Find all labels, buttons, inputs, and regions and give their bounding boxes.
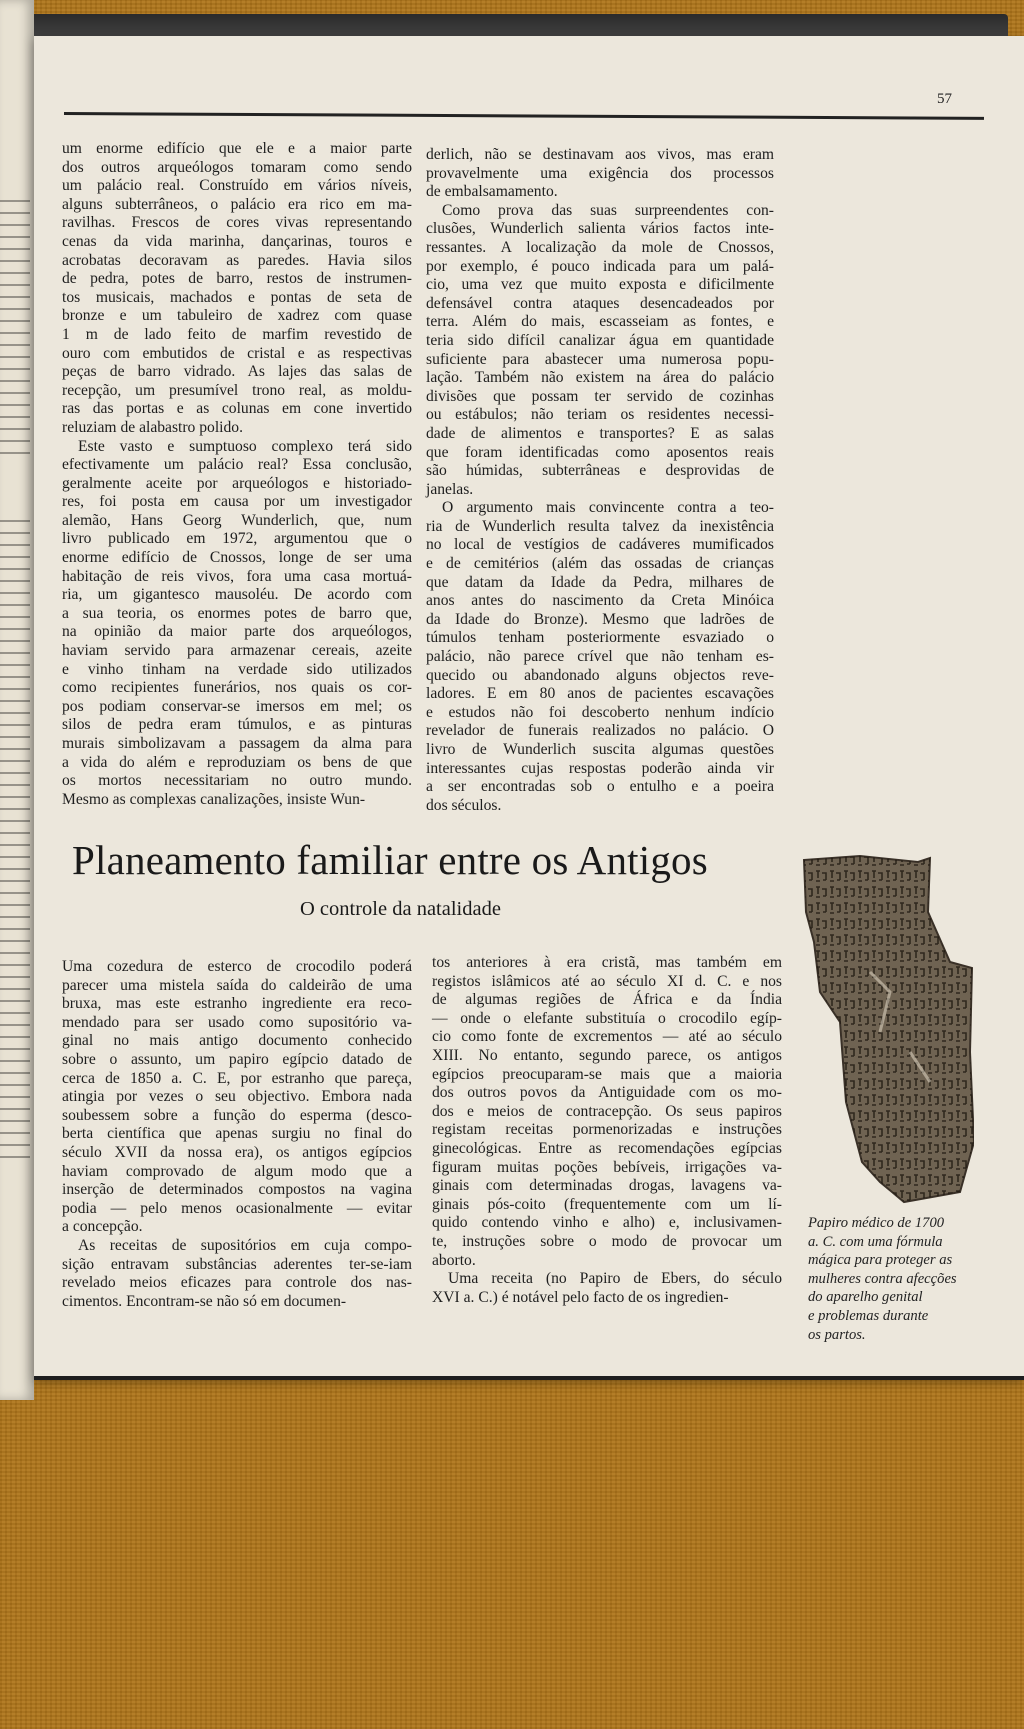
text-line: cimentos. Encontram-se não só em documen- (62, 1292, 347, 1310)
page-number: 57 (937, 91, 952, 107)
column-4 (432, 954, 782, 1307)
text-line: cerca de 1850 a. C. E, por estranho que pareça, (62, 1069, 412, 1087)
text-line: a concepção. (62, 1218, 143, 1236)
text-line: anos antes do nascimento da Creta Minóica (426, 592, 774, 610)
text-line: clusões, Wunderlich salienta vários factos inte- (426, 220, 774, 238)
column-3 (62, 958, 412, 1311)
text-line: peças de barro vidrado. As lajes das salas de (62, 363, 412, 381)
text-line: figuram muitas poções bebíveis, irrigações va- (432, 1158, 782, 1176)
text-line: aborto. (432, 1251, 476, 1269)
text-line: ria de Wunderlich resulta talvez da inexistência (426, 517, 774, 535)
text-line: cio, uma vez que muito exposta e dificilmente (426, 276, 774, 294)
caption-line: os partos. (808, 1326, 866, 1343)
text-line: Como prova das suas surpreendentes con- (442, 201, 774, 219)
text-line: haviam comprovado de algum modo que a (62, 1162, 412, 1180)
text-line: ravilhas. Frescos de cores vivas representando (62, 214, 412, 232)
text-line: a sua teoria, os enormes potes de barro que, (62, 604, 412, 622)
header-rule (64, 112, 984, 120)
text-line: enorme edifício de Cnossos, longe de ser uma (62, 549, 412, 567)
book-page (34, 36, 1024, 1378)
text-line: livro de Wunderlich suscita algumas questões (426, 741, 774, 758)
text-line: ressantes. A localização da mole de Cnossos, (426, 238, 774, 256)
text-line: ou estábulos; não teriam os residentes necessi- (426, 406, 774, 424)
caption-line: do aparelho genital (808, 1289, 923, 1306)
text-line: divisões que possam ter servido de cozinhas (426, 387, 774, 405)
text-line: silos de pedra eram túmulos, e as pinturas (62, 716, 412, 734)
text-line: XIII. No entanto, segundo parece, os antigos (432, 1046, 782, 1064)
text-line: palácio, não parece crível que não tenham es- (426, 648, 774, 666)
text-line: O argumento mais convincente contra a teo- (442, 499, 774, 517)
text-line: dos outros povos da Antiguidade com os mo- (432, 1084, 782, 1102)
text-line: ria, um gigantesco mausoléu. De acordo com (62, 586, 412, 604)
text-line: cio como fonte de excrementos — até ao século (432, 1028, 782, 1046)
text-line: suficiente para abastecer uma numerosa popu- (426, 350, 774, 368)
text-line: bronze e um tabuleiro de xadrez com quase (62, 307, 412, 325)
papyrus-photo (800, 852, 974, 1206)
text-line: um palácio real. Construído em vários níveis, (62, 177, 412, 195)
text-line: alemão, Hans Georg Wunderlich, que, num (62, 511, 412, 529)
text-line: que datam da Idade da Pedra, milhares de (426, 573, 774, 591)
text-line: ras das portas e as colunas em cone invertido (62, 400, 412, 418)
column-2 (426, 146, 774, 815)
column-1 (62, 140, 412, 809)
text-line: sobre o assunto, um papiro egípcio datado de (62, 1050, 412, 1068)
text-line: XVI a. C.) é notável pelo facto de os ingredien- (432, 1288, 729, 1306)
text-line: tos anteriores à era cristã, mas também em (432, 954, 782, 971)
caption-line: e problemas durante (808, 1307, 929, 1324)
caption-line: Papiro médico de 1700 (808, 1215, 945, 1231)
text-line: res, foi posta em causa por um investigador (62, 493, 412, 511)
text-line: acrobatas decoravam as paredes. Havia silos (62, 251, 412, 269)
text-line: quido contendo vinho e alho) e, inclusivamen- (432, 1214, 782, 1232)
text-line: atingia por vezes o seu objectivo. Embora nada (62, 1088, 412, 1106)
article-subtitle: O controle da natalidade (300, 898, 501, 920)
text-line: ginais pós-coito (frequentemente com um lí- (432, 1195, 782, 1213)
caption-line: mágica para proteger as (808, 1252, 953, 1269)
text-line: cenas da vida marinha, dançarinas, touros e (62, 232, 412, 250)
text-line: de embalsamamento. (426, 183, 558, 201)
text-line: mendado para ser usado como supositório va- (62, 1013, 412, 1031)
text-line: quecido ou abandonado alguns objectos reve- (426, 666, 774, 684)
text-line: túmulos tenham posteriormente esvaziado o (426, 629, 774, 647)
text-line: Este vasto e sumptuoso complexo terá sido (78, 437, 412, 455)
text-line: defensável contra ataques desencadeados por (426, 294, 774, 312)
text-line: efectivamente um palácio real? Essa conclusão, (62, 456, 412, 474)
text-line: dos séculos. (426, 796, 502, 814)
text-line: a ser encontradas sob o entulho e a poeira (426, 778, 774, 796)
text-line: geralmente aceite por arqueólogos e historiado- (62, 474, 412, 492)
text-line: berta científica que apenas surgiu no final do (62, 1125, 412, 1143)
text-line: parecer uma mistela saída do caldeirão de uma (62, 976, 412, 994)
text-line: por exemplo, é pouco indicada para um palá- (426, 257, 774, 275)
article-title: Planeamento familiar entre os Antigos (72, 837, 708, 883)
text-line: recepção, um presumível trono real, as moldu- (62, 381, 412, 399)
text-line: derlich, não se destinavam aos vivos, mas eram (426, 146, 774, 163)
text-line: terra. Além do mais, escasseiam as fontes, e (426, 313, 774, 331)
text-line: ginal no mais antigo documento conhecido (62, 1032, 412, 1050)
text-line: ouro com embutidos de cristal e as respectivas (62, 344, 412, 362)
text-line: Uma receita (no Papiro de Ebers, do século (448, 1270, 782, 1288)
text-line: dos e meios de contracepção. Os seus papiros (432, 1102, 782, 1120)
text-line: bruxa, mas este estranho ingrediente era reco- (62, 995, 412, 1013)
text-line: dade de alimentos e transportes? E as salas (426, 424, 774, 442)
text-line: provavelmente uma exigência dos processos (426, 164, 774, 182)
text-line: século XVII da nossa era), os antigos egípcios (62, 1143, 412, 1161)
text-line: os mortos necessitariam no outro mundo. (62, 772, 412, 790)
text-line: haviam servido para armazenar cereais, azeite (62, 642, 412, 660)
text-line: no local de vestígios de cadáveres mumificados (426, 536, 774, 554)
facing-page-edge (0, 0, 34, 1400)
text-line: registam receitas pormenorizadas e instruções (432, 1121, 782, 1139)
text-line: murais simbolizavam a passagem da alma para (62, 735, 412, 752)
text-line: pos podiam conservar-se imersos em mel; os (62, 697, 412, 715)
text-line: sição entravam substâncias aderentes ter-se-iam (62, 1255, 412, 1273)
text-line: e vinho tinham na verdade sido utilizados (62, 660, 412, 678)
text-line: são húmidas, subterrâneas e desprovidas de (426, 462, 774, 480)
text-line: Uma cozedura de esterco de crocodilo poderá (62, 958, 412, 975)
text-line: na opinião da maior parte dos arqueólogos, (62, 623, 412, 641)
text-line: Mesmo as complexas canalizações, insiste Wun- (62, 790, 366, 808)
text-line: tos musicais, machados e pontas de seta de (62, 288, 412, 306)
text-line: soubessem sobre a função do esperma (desco- (62, 1106, 412, 1124)
figure-caption (808, 1214, 986, 1344)
text-line: lação. Também não existem na área do palácio (426, 369, 774, 387)
text-line: dos outros arqueólogos tomaram como sendo (62, 158, 412, 176)
text-line: revelador de funerais realizados no palácio. O (426, 722, 774, 740)
text-line: — onde o elefante substituía o crocodilo egíp- (432, 1009, 782, 1027)
text-line: de algumas regiões de África e da Índia (432, 991, 782, 1009)
text-line: habitação de reis vivos, fora uma casa mortuá- (62, 567, 412, 585)
text-line: inserção de determinados compostos na vagina (62, 1181, 412, 1199)
text-line: a vida do além e reproduziam os bens de que (62, 753, 412, 771)
text-line: te, instruções sobre o modo de provocar um (432, 1232, 782, 1250)
text-line: ginecológicas. Entre as recomendações egípcias (432, 1139, 782, 1157)
text-line: ginais com determinadas drogas, lavagens va- (432, 1177, 782, 1195)
text-line: interessantes cujas respostas poderão ainda vir (426, 759, 774, 777)
text-line: registos islâmicos até ao século XI d. C. e nos (432, 972, 782, 990)
text-line: alguns subterrâneos, o palácio era rico em ma- (62, 195, 412, 213)
text-line: podia — pelo menos ocasionalmente — evitar (62, 1199, 412, 1217)
text-line: livro publicado em 1972, argumentou que o (62, 530, 412, 548)
text-line: que foram identificadas como aposentos reais (426, 443, 774, 461)
text-line: 1 m de lado feito de marfim revestido de (62, 325, 412, 343)
text-line: As receitas de supositórios em cuja compo- (78, 1236, 412, 1254)
text-line: ladores. E em 80 anos de pacientes escavações (426, 685, 774, 703)
text-line: reluziam de alabastro polido. (62, 418, 243, 436)
caption-line: mulheres contra afecções (808, 1270, 957, 1287)
page-bottom-edge (34, 1376, 1024, 1380)
text-line: e estudos não foi descoberto nenhum indício (426, 703, 774, 721)
text-line: egípcios preocuparam-se mais que a maioria (432, 1065, 782, 1083)
text-line: revelado meios eficazes para controle dos nas- (62, 1274, 412, 1292)
text-line: da Idade do Bronze). Mesmo que ladrões de (426, 610, 774, 628)
text-line: como recipientes funerários, nos quais os cor- (62, 679, 412, 697)
text-line: de pedra, potes de barro, restos de instrumen- (62, 270, 412, 288)
text-line: e de cemitérios (além das ossadas de crianças (426, 555, 774, 573)
text-line: janelas. (426, 480, 474, 498)
caption-line: a. C. com uma fórmula (808, 1233, 943, 1250)
text-line: um enorme edifício que ele e a maior parte (62, 140, 412, 157)
text-line: teria sido difícil canalizar água em quantidade (426, 331, 774, 349)
